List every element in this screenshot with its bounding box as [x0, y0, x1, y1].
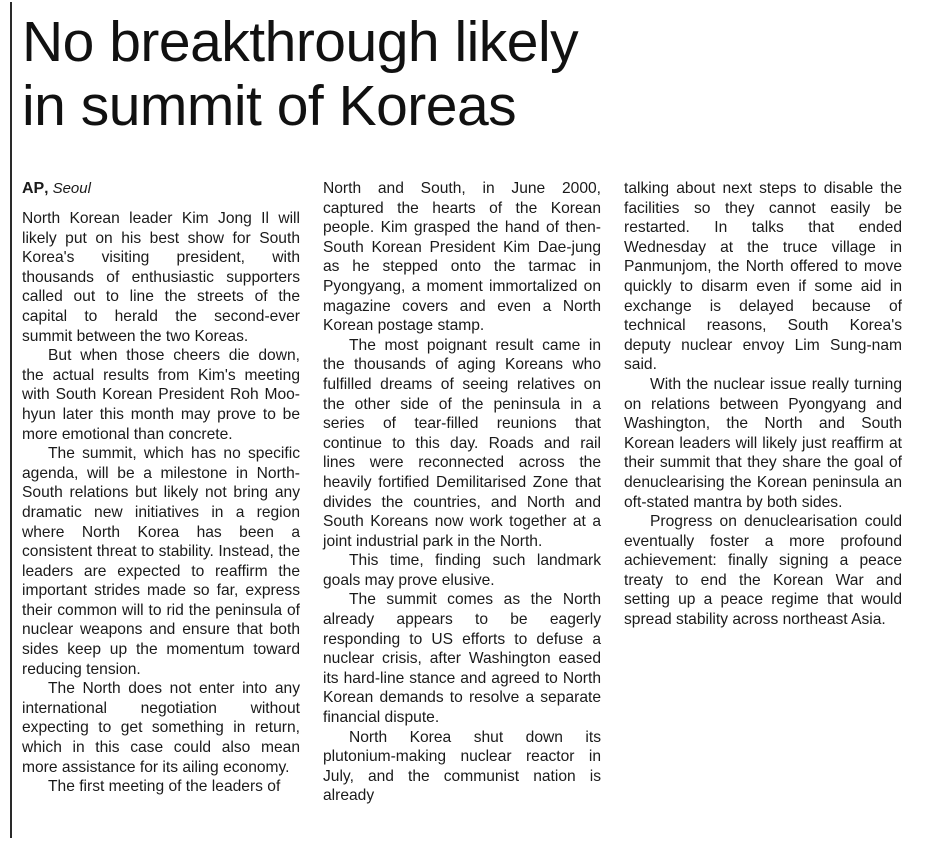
paragraph: The most poignant result came in the thousands of aging Koreans who fulfilled dreams of seeing relatives on the other side of the peninsula in a series of tear-filled reunions that continue to this day. Roads and rail lines were reconnected across the heavily fortified Demilitarised Zone that divides the countries, and North and South Koreans now work together at a joint industrial park in the North.: [323, 336, 601, 550]
byline-agency: AP: [22, 180, 45, 197]
column-rule: [10, 2, 12, 838]
paragraph: The first meeting of the leaders of: [48, 778, 281, 796]
byline-city: Seoul: [52, 180, 91, 197]
paragraph: Progress on denuclearisation could eventually foster a more profound achievement: finally signing a peace treaty to end the Korean War and setting up a peace regime that would spread stability across northeast Asia.: [624, 513, 902, 629]
article-column-2: [323, 179, 601, 806]
paragraph: With the nuclear issue really turning on relations between Pyongyang and Washington, the North and South Korean leaders will likely just reaffirm at their summit that they share the goal of denuclearising the Korean peninsula an oft-stated mantra by both sides.: [624, 375, 902, 511]
paragraph: This time, finding such landmark goals may prove elusive.: [323, 552, 601, 589]
paragraph: But when those cheers die down, the actual results from Kim's meeting with South Korean President Roh Moo-hyun later this month may prove to be more emotional than concrete.: [22, 347, 300, 443]
paragraph: The North does not enter into any international negotiation without expecting to get something in return, which in this case could also mean more assistance for its ailing economy.: [22, 680, 300, 776]
byline-separator: ,: [44, 180, 49, 197]
byline: [22, 179, 300, 199]
paragraph: North and South, in June 2000, captured the hearts of the Korean people. Kim grasped the hand of then-South Korean President Kim Dae-jung as he stepped onto the tarmac in Pyongyang, a moment immortalized on magazine covers and even a North Korean postage stamp.: [323, 180, 601, 335]
paragraph: North Korean leader Kim Jong Il will likely put on his best show for South Korea's visiting president, with thousands of enthusiastic supporters called out to line the streets of the capital to herald the second-ever summit between the two Koreas.: [22, 210, 300, 345]
headline-line-2: in summit of Koreas: [22, 74, 517, 138]
headline: [22, 10, 922, 138]
article-column-1: [22, 179, 300, 797]
headline-line-1: No breakthrough likely: [22, 10, 579, 74]
article-column-3: [624, 179, 902, 630]
paragraph: The summit, which has no specific agenda, will be a milestone in North-South relations but likely not bring any dramatic new initiatives in a region where North Korea has been a consistent threat to stability. Instead, the leaders are expected to reaffirm the important strides made so far, express their common will to rid the peninsula of nuclear weapons and ensure that both sides keep up the momentum toward reducing tension.: [22, 445, 300, 678]
paragraph: North Korea shut down its plutonium-making nuclear reactor in July, and the communist nation is already: [323, 728, 601, 805]
paragraph: The summit comes as the North already appears to be eagerly responding to US efforts to defuse a nuclear crisis, after Washington eased its hard-line stance and agreed to North Korean demands to resolve a separate financial dispute.: [323, 591, 601, 727]
paragraph: talking about next steps to disable the facilities so they cannot easily be restarted. In talks that ended Wednesday at the truce village in Panmunjom, the North offered to move quickly to disarm even if some aid in exchange is delayed because of technical reasons, South Korea's deputy nuclear envoy Lim Sung-nam said.: [624, 180, 902, 374]
